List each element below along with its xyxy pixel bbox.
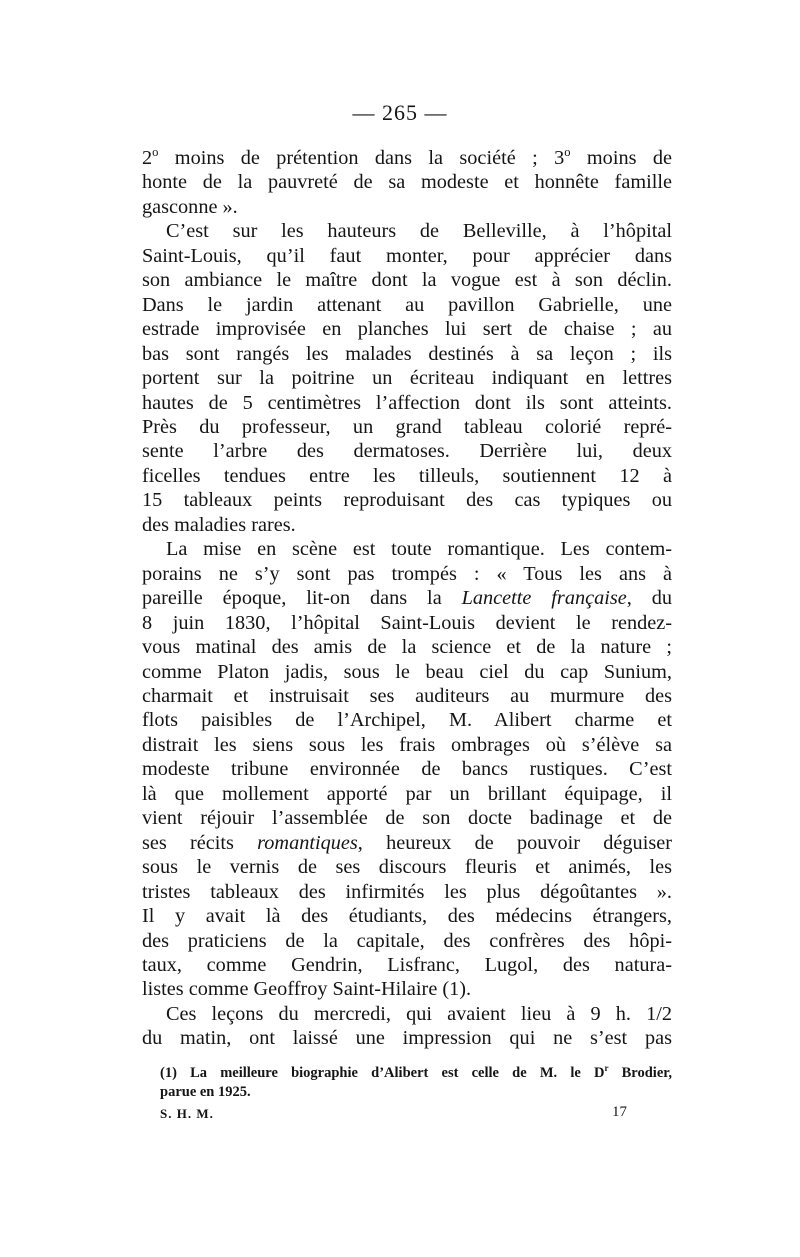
text-line bbox=[142, 562, 672, 586]
text-run: distrait les siens sous les frais ombrages où s’élève sa bbox=[142, 733, 672, 756]
text-line bbox=[142, 293, 672, 317]
text-line bbox=[142, 855, 672, 879]
text-line bbox=[142, 586, 672, 610]
text-line bbox=[142, 733, 672, 757]
text-run: Près du professeur, un grand tableau colorié repré- bbox=[142, 415, 672, 438]
text-run: listes comme Geoffroy Saint-Hilaire (1). bbox=[142, 978, 472, 1001]
text-run: des praticiens de la capitale, des confrères des hôpi- bbox=[142, 929, 672, 952]
text-run: des maladies rares. bbox=[142, 513, 296, 536]
text-line bbox=[142, 195, 672, 219]
text-run: flots paisibles de l’Archipel, M. Alibert charme et bbox=[142, 709, 672, 732]
text-line bbox=[142, 391, 672, 415]
text-line bbox=[142, 684, 672, 708]
text-run: parue en 1925. bbox=[160, 1084, 251, 1100]
text-run: moins de prétention dans la société ; 3 bbox=[158, 147, 565, 169]
text-line bbox=[142, 953, 672, 977]
text-line bbox=[142, 611, 672, 635]
footnote-line bbox=[160, 1083, 672, 1102]
text-run: ses récits bbox=[142, 831, 258, 854]
text-line bbox=[142, 806, 672, 830]
text-run: 15 tableaux peints reproduisant des cas typiques ou bbox=[142, 489, 672, 512]
superscript-text: o bbox=[152, 145, 159, 160]
text-run: Il y avait là des étudiants, des médecins étrangers, bbox=[142, 905, 672, 928]
text-line bbox=[142, 317, 672, 341]
text-line bbox=[142, 342, 672, 366]
italic-text: romantiques bbox=[257, 831, 358, 854]
text-run: , du bbox=[626, 587, 673, 610]
text-run: Brodier, bbox=[608, 1065, 672, 1081]
text-line bbox=[142, 782, 672, 806]
text-run: pareille époque, lit-on dans la bbox=[142, 587, 462, 610]
body-text bbox=[142, 146, 672, 1051]
text-run: , heureux de pouvoir déguiser bbox=[357, 831, 672, 854]
text-line bbox=[142, 464, 672, 488]
text-run: taux, comme Gendrin, Lisfranc, Lugol, des natura- bbox=[142, 953, 672, 976]
text-run: vous matinal des amis de la science et de la nature ; bbox=[142, 636, 672, 659]
text-line bbox=[142, 146, 672, 170]
text-run: estrade improvisée en planches lui sert de chaise ; au bbox=[142, 318, 672, 341]
text-run: honte de la pauvreté de sa modeste et honnête famille bbox=[142, 171, 672, 194]
sheet-number: 17 bbox=[612, 1104, 627, 1120]
text-line bbox=[142, 537, 672, 561]
text-run: Ces leçons du mercredi, qui avaient lieu à 9 h. 1/2 bbox=[166, 1002, 672, 1025]
text-run: C’est sur les hauteurs de Belleville, à l’hôpital bbox=[166, 220, 672, 243]
text-line bbox=[142, 1026, 672, 1050]
superscript-text: o bbox=[564, 145, 571, 160]
text-run: tristes tableaux des infirmités les plus dégoûtantes ». bbox=[142, 880, 672, 903]
text-run: hautes de 5 centimètres l’affection dont ils sont atteints. bbox=[142, 391, 672, 414]
text-run: La mise en scène est toute romantique. Les contem- bbox=[166, 538, 672, 561]
text-line bbox=[142, 366, 672, 390]
text-line bbox=[142, 513, 672, 537]
text-run: là que mollement apporté par un brillant équipage, il bbox=[142, 782, 672, 805]
text-run: ficelles tendues entre les tilleuls, soutiennent 12 à bbox=[142, 464, 672, 487]
text-run: bas sont rangés les malades destinés à sa leçon ; ils bbox=[142, 342, 672, 365]
italic-text: Lancette française bbox=[461, 587, 627, 610]
text-run: portent sur la poitrine un écriteau indiquant en lettres bbox=[142, 367, 672, 390]
text-line bbox=[142, 439, 672, 463]
text-run: porains ne s’y sont pas trompés : « Tous les ans à bbox=[142, 562, 672, 585]
superscript-text: r bbox=[604, 1063, 609, 1074]
text-run: charmait et instruisait ses auditeurs au murmure des bbox=[142, 684, 672, 707]
printer-signature-mark: S. H. M. bbox=[160, 1106, 214, 1121]
text-run: 8 juin 1830, l’hôpital Saint-Louis devient le rendez- bbox=[142, 611, 672, 634]
text-run: moins de bbox=[570, 147, 672, 169]
text-run: Dans le jardin attenant au pavillon Gabrielle, une bbox=[142, 293, 672, 316]
footnote bbox=[160, 1064, 672, 1102]
text-run: Saint-Louis, qu’il faut monter, pour apprécier dans bbox=[142, 244, 672, 267]
text-line bbox=[142, 219, 672, 243]
text-run: sous le vernis de ses discours fleuris et animés, les bbox=[142, 856, 672, 879]
text-line bbox=[142, 708, 672, 732]
text-line bbox=[142, 170, 672, 194]
text-run: vient réjouir l’assemblée de son docte badinage et de bbox=[142, 807, 672, 830]
page-number: — 265 — bbox=[352, 100, 448, 125]
text-line bbox=[142, 415, 672, 439]
text-line bbox=[142, 660, 672, 684]
text-run: comme Platon jadis, sous le beau ciel du cap Sunium, bbox=[142, 660, 672, 683]
text-line bbox=[142, 1002, 672, 1026]
text-run: gasconne ». bbox=[142, 195, 238, 218]
text-line bbox=[142, 635, 672, 659]
footnote-line bbox=[160, 1064, 672, 1083]
text-run: du matin, ont laissé une impression qui ne s’est pas bbox=[142, 1027, 672, 1050]
text-line bbox=[142, 929, 672, 953]
text-run: modeste tribune environnée de bancs rustiques. C’est bbox=[142, 758, 672, 781]
text-line bbox=[142, 831, 672, 855]
text-line bbox=[142, 757, 672, 781]
text-line bbox=[142, 488, 672, 512]
text-line bbox=[142, 977, 672, 1001]
text-run: sente l’arbre des dermatoses. Derrière lui, deux bbox=[142, 440, 672, 463]
text-line bbox=[142, 880, 672, 904]
text-line bbox=[142, 904, 672, 928]
text-run: son ambiance le maître dont la vogue est à son déclin. bbox=[142, 269, 672, 292]
text-line bbox=[142, 268, 672, 292]
text-run: 2 bbox=[142, 147, 153, 169]
text-run: (1) La meilleure biographie d’Alibert est celle de M. le D bbox=[160, 1065, 605, 1081]
text-line bbox=[142, 244, 672, 268]
